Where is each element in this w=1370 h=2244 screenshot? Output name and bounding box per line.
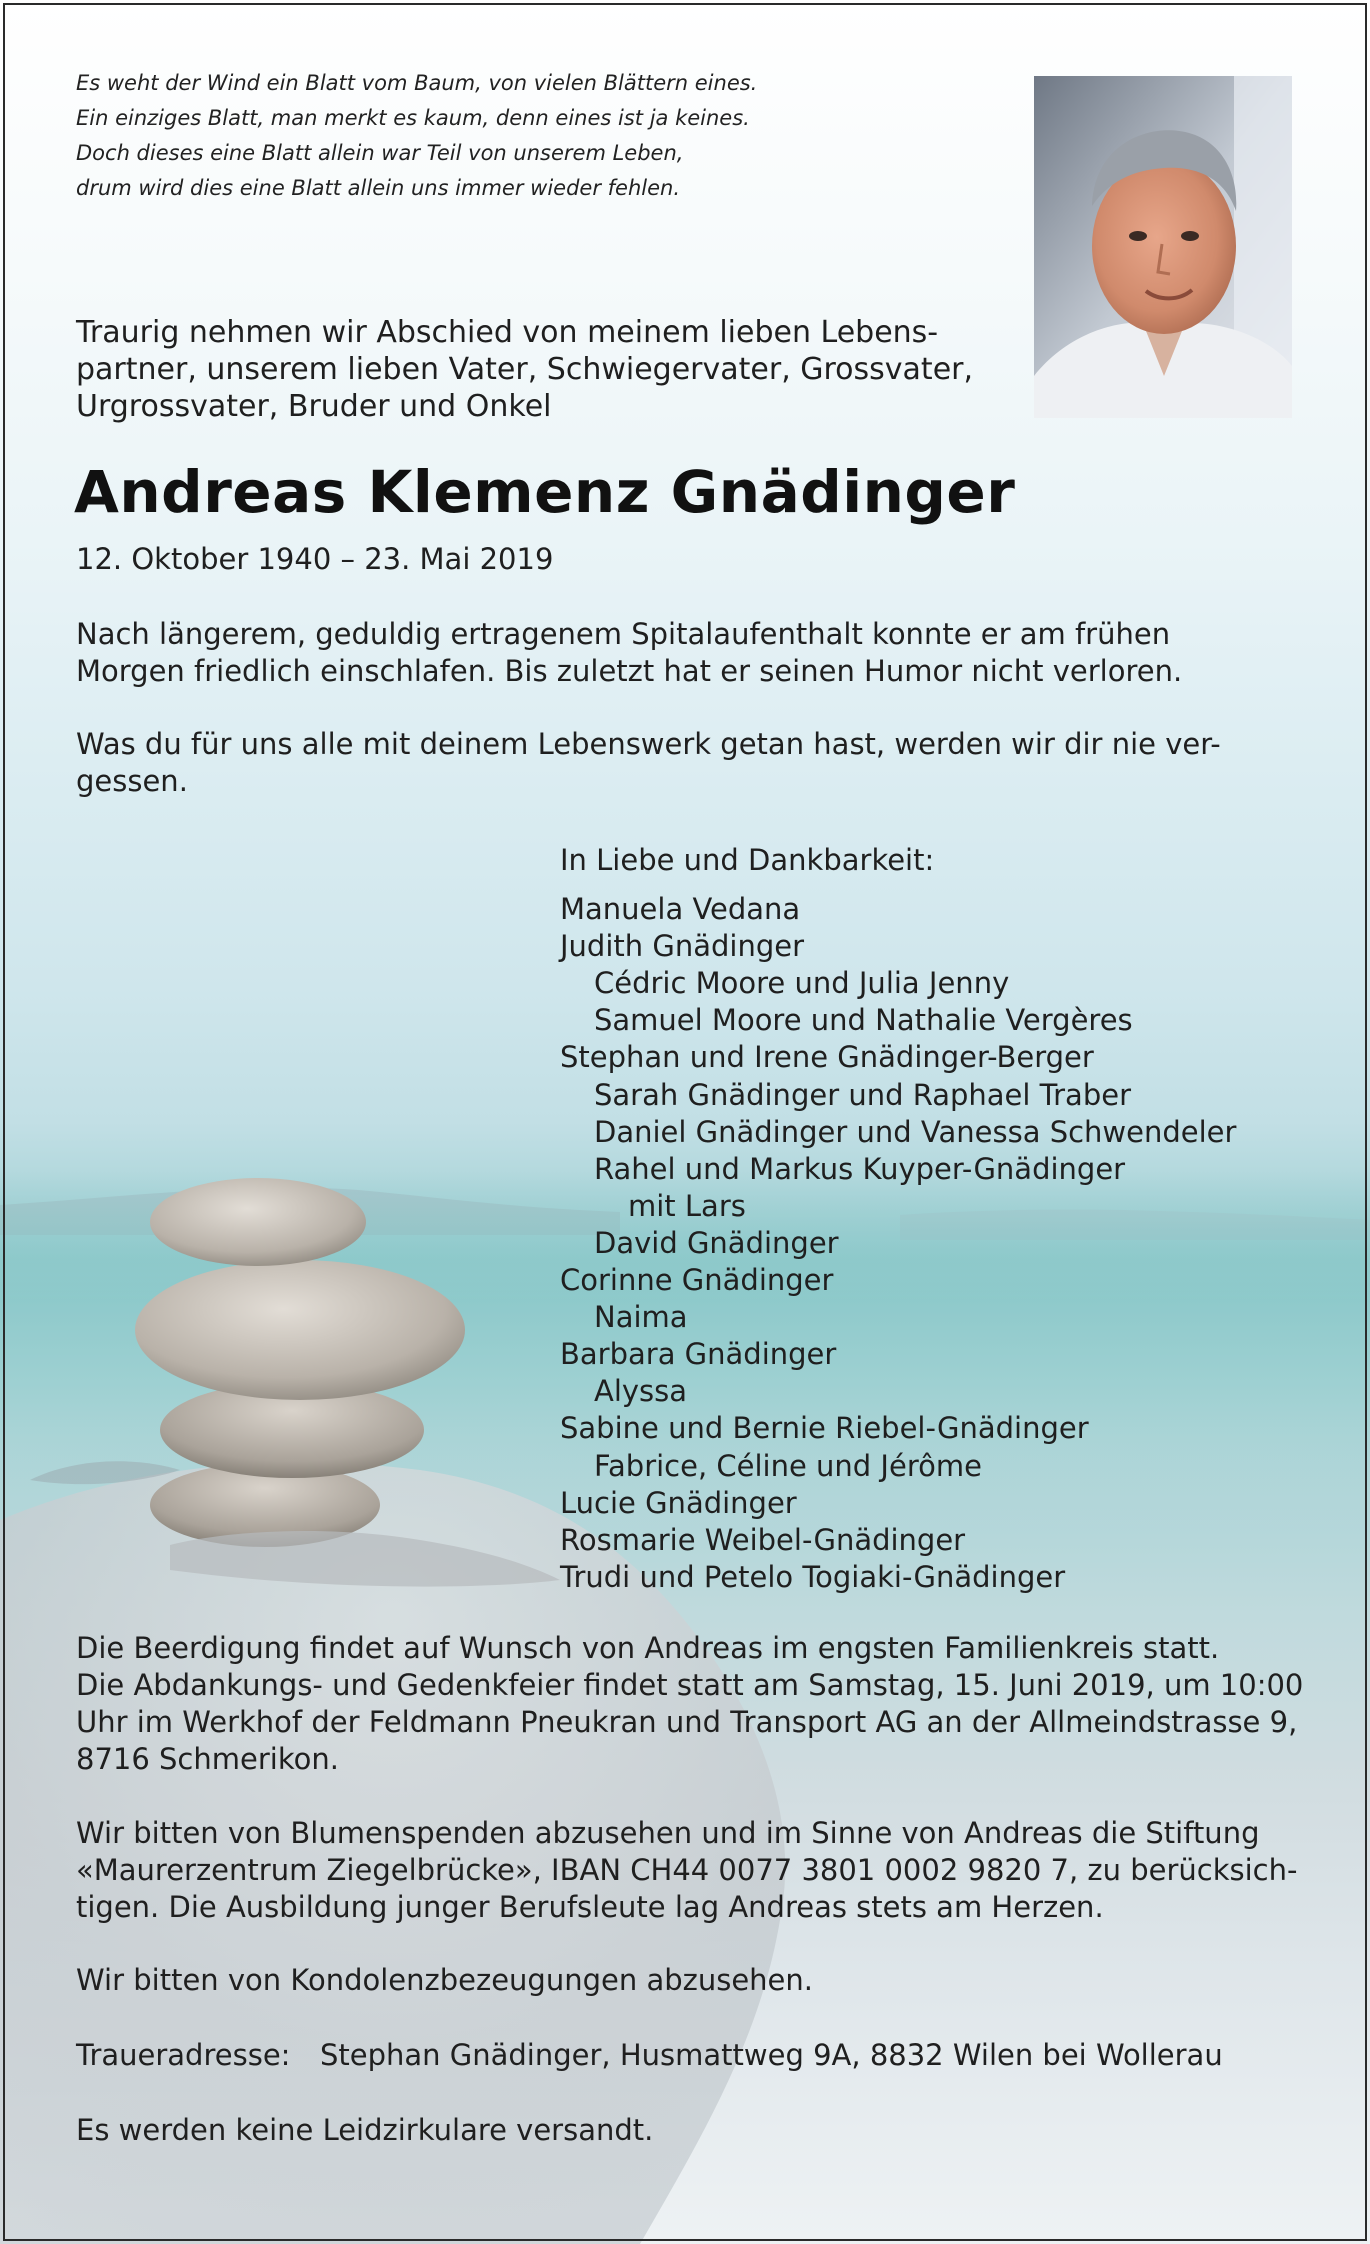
family-member: Corinne Gnädinger bbox=[560, 1263, 834, 1298]
family-member: Rosmarie Weibel-Gnädinger bbox=[560, 1522, 966, 1557]
donation-line: tigen. Die Ausbildung junger Berufsleute lag Andreas stets am Herzen. bbox=[76, 1890, 1104, 1924]
poem bbox=[76, 66, 976, 206]
funeral-line: Die Abdankungs- und Gedenkfeier findet statt am Samstag, 15. Juni 2019, um 10:00 bbox=[76, 1668, 1304, 1702]
family-member: Lucie Gnädinger bbox=[560, 1485, 797, 1520]
message-line: Morgen friedlich einschlafen. Bis zuletzt hat er seinen Humor nicht verloren. bbox=[76, 654, 1183, 688]
address-value: Stephan Gnädinger, Husmattweg 9A, 8832 Wilen bei Wollerau bbox=[320, 2038, 1223, 2072]
family-member: Alyssa bbox=[594, 1374, 688, 1409]
family-member: Sabine und Bernie Riebel-Gnädinger bbox=[560, 1411, 1089, 1446]
message-paragraph-2 bbox=[76, 726, 1296, 800]
donation-line: «Maurerzentrum Ziegelbrücke», IBAN CH44 0077 3801 0002 9820 7, zu berücksich- bbox=[76, 1853, 1298, 1887]
mourning-address bbox=[76, 2037, 1296, 2074]
family-heading: In Liebe und Dankbarkeit: bbox=[560, 843, 935, 877]
family-member: Sarah Gnädinger und Raphael Traber bbox=[594, 1077, 1131, 1112]
funeral-line: Uhr im Werkhof der Feldmann Pneukran und Transport AG an der Allmeindstrasse 9, bbox=[76, 1705, 1298, 1739]
family-member: David Gnädinger bbox=[594, 1225, 839, 1260]
family-member: Trudi und Petelo Togiaki-Gnädinger bbox=[560, 1559, 1066, 1594]
poem-line: Ein einziges Blatt, man merkt es kaum, denn eines ist ja keines. bbox=[76, 106, 750, 130]
deceased-name: Andreas Klemenz Gnädinger bbox=[74, 458, 1016, 526]
intro-line: Urgrossvater, Bruder und Onkel bbox=[76, 389, 552, 424]
family-member: Fabrice, Céline und Jérôme bbox=[594, 1448, 982, 1483]
family-members bbox=[560, 891, 1300, 1596]
message-paragraph-1 bbox=[76, 616, 1296, 690]
donation-paragraph bbox=[76, 1815, 1296, 1926]
intro-line: partner, unserem lieben Vater, Schwiegervater, Grossvater, bbox=[76, 352, 974, 387]
funeral-line: Die Beerdigung findet auf Wunsch von Andreas im engsten Familienkreis statt. bbox=[76, 1631, 1220, 1665]
message-line: gessen. bbox=[76, 764, 188, 798]
family-member: Cédric Moore und Julia Jenny bbox=[594, 966, 1010, 1001]
family-list bbox=[560, 842, 1300, 1596]
message-line: Nach längerem, geduldig ertragenem Spitalaufenthalt konnte er am frühen bbox=[76, 617, 1171, 651]
poem-line: Es weht der Wind ein Blatt vom Baum, von vielen Blättern eines. bbox=[76, 71, 758, 95]
message-line: Was du für uns alle mit deinem Lebenswerk getan hast, werden wir dir nie ver- bbox=[76, 727, 1221, 761]
closing-note bbox=[76, 2112, 1296, 2149]
family-member: Samuel Moore und Nathalie Vergères bbox=[594, 1003, 1133, 1038]
family-member: Manuela Vedana bbox=[560, 892, 801, 927]
family-member: mit Lars bbox=[628, 1188, 746, 1223]
donation-line: Wir bitten von Blumenspenden abzusehen und im Sinne von Andreas die Stiftung bbox=[76, 1816, 1260, 1850]
family-member: Barbara Gnädinger bbox=[560, 1337, 837, 1372]
closing-text: Es werden keine Leidzirkulare versandt. bbox=[76, 2113, 654, 2147]
condolence-note bbox=[76, 1962, 1296, 1999]
family-member: Stephan und Irene Gnädinger-Berger bbox=[560, 1040, 1094, 1075]
family-member: Judith Gnädinger bbox=[560, 929, 805, 964]
funeral-line: 8716 Schmerikon. bbox=[76, 1742, 339, 1776]
condolence-text: Wir bitten von Kondolenzbezeugungen abzusehen. bbox=[76, 1963, 813, 1997]
family-member: Naima bbox=[594, 1300, 688, 1335]
family-member: Daniel Gnädinger und Vanessa Schwendeler bbox=[594, 1114, 1237, 1149]
portrait-image bbox=[1034, 76, 1292, 418]
portrait-photo bbox=[1034, 76, 1292, 418]
poem-line: drum wird dies eine Blatt allein uns immer wieder fehlen. bbox=[76, 176, 681, 200]
intro-line: Traurig nehmen wir Abschied von meinem lieben Lebens- bbox=[76, 315, 939, 350]
poem-line: Doch dieses eine Blatt allein war Teil von unserem Leben, bbox=[76, 141, 684, 165]
funeral-paragraph bbox=[76, 1630, 1304, 1778]
life-dates: 12. Oktober 1940 – 23. Mai 2019 bbox=[76, 542, 554, 576]
address-label: Traueradresse: bbox=[76, 2038, 291, 2072]
family-member: Rahel und Markus Kuyper-Gnädinger bbox=[594, 1151, 1126, 1186]
intro-text bbox=[76, 314, 996, 425]
